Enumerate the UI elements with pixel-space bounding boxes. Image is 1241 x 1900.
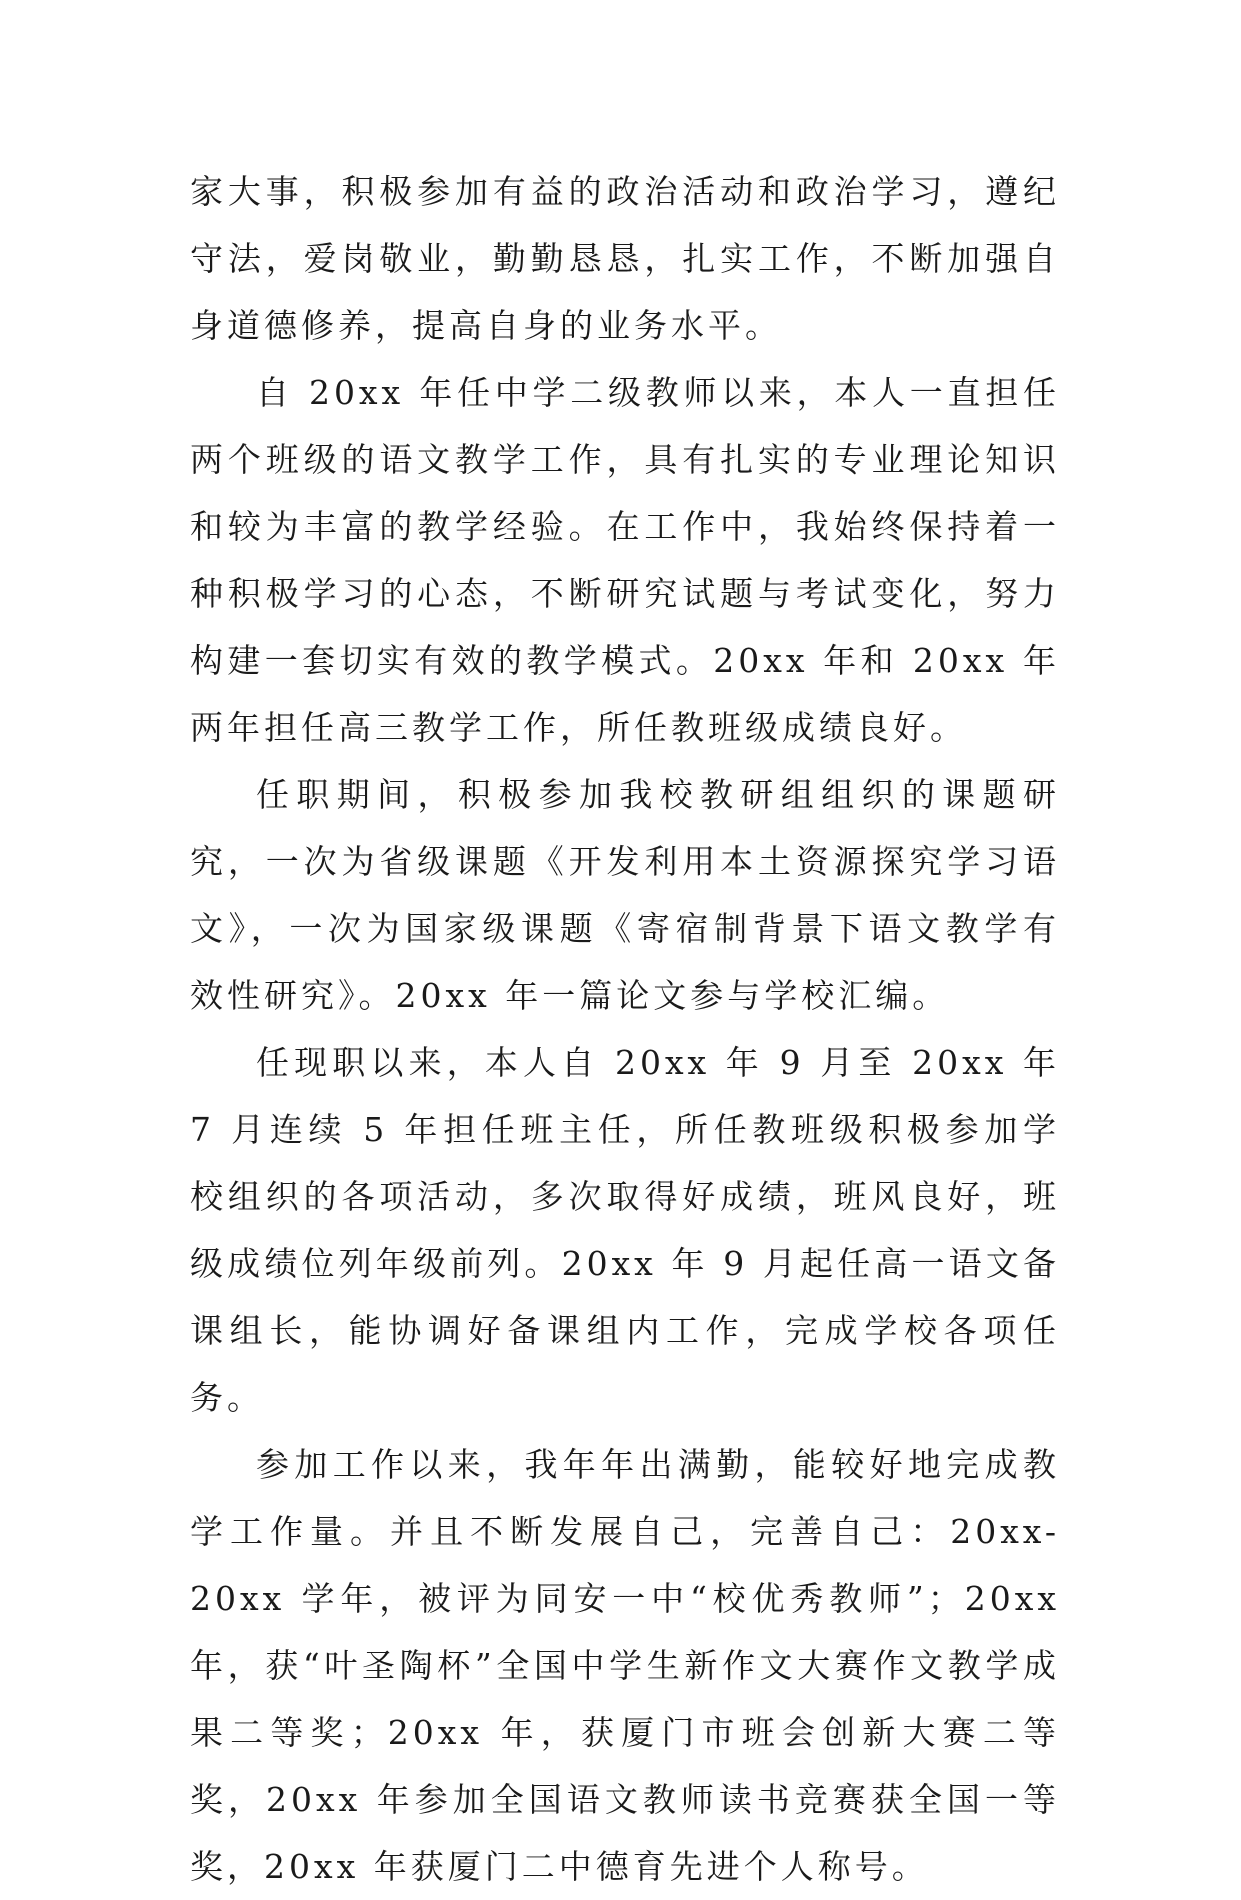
paragraph-5: 参加工作以来，我年年出满勤，能较好地完成教学工作量。并且不断发展自己，完善自己：20xx-20xx 学年，被评为同安一中“校优秀教师”；20xx 年，获“叶圣陶杯”全国中学生新作文大赛作文教学成果二等奖；20xx 年，获厦门市班会创新大赛二等奖，20xx 年参加全国语文教师读书竞赛获全国一等奖，20xx 年获厦门二中德育先进个人称号。 bbox=[190, 1445, 1060, 1886]
paragraph-3: 任职期间，积极参加我校教研组组织的课题研究，一次为省级课题《开发利用本土资源探究学习语文》，一次为国家级课题《寄宿制背景下语文教学有效性研究》。20xx 年一篇论文参与学校汇编。 bbox=[190, 775, 1060, 1015]
paragraph-2: 自 20xx 年任中学二级教师以来，本人一直担任两个班级的语文教学工作，具有扎实的专业理论知识和较为丰富的教学经验。在工作中，我始终保持着一种积极学习的心态，不断研究试题与考试变化，努力构建一套切实有效的教学模式。20xx 年和 20xx 年两年担任高三教学工作，所任教班级成绩良好。 bbox=[190, 373, 1060, 747]
paragraph-4: 任现职以来，本人自 20xx 年 9 月至 20xx 年 7 月连续 5 年担任班主任，所任教班级积极参加学校组织的各项活动，多次取得好成绩，班风良好，班级成绩位列年级前列。20xx 年 9 月起任高一语文备课组长，能协调好备课组内工作，完成学校各项任务。 bbox=[190, 1043, 1060, 1417]
paragraph-1: 家大事，积极参加有益的政治活动和政治学习，遵纪守法，爱岗敬业，勤勤恳恳，扎实工作，不断加强自身道德修养，提高自身的业务水平。 bbox=[190, 172, 1060, 345]
document-body bbox=[190, 158, 1060, 1900]
